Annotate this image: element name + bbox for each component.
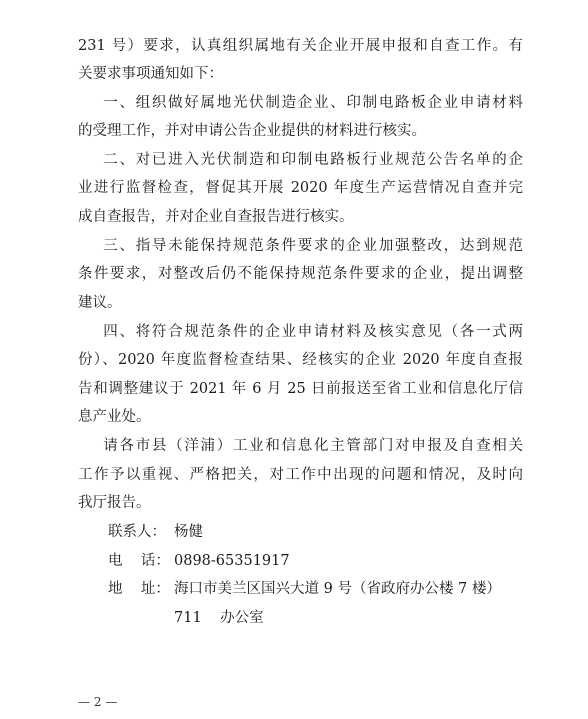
item-4-line-3: 告和调整建议于 2021 年 6 月 25 日前报送至省工业和信息化厅信 — [78, 381, 523, 397]
closing-line-3: 我厅报告。 — [78, 495, 151, 511]
contact-person-value: 杨健 — [174, 524, 203, 540]
item-2-line-2: 业进行监督检查，督促其开展 2020 年度生产运营情况自查并完 — [78, 180, 523, 196]
item-4-line-1: 四、将符合规范条件的企业申请材料及核实意见（各一式两 — [78, 324, 523, 340]
closing-line-2: 工作予以重视、严格把关，对工作中出现的问题和情况，及时向 — [78, 467, 523, 483]
page-number: — 2 — — [78, 695, 118, 709]
item-3-line-2: 条件要求，对整改后仍不能保持规范条件要求的企业，提出调整 — [78, 266, 523, 282]
item-2-line-1: 二、对已进入光伏制造和印制电路板行业规范公告名单的企 — [78, 152, 523, 168]
closing-line-1: 请各市县（洋浦）工业和信息化主管部门对申报及自查相关 — [78, 438, 523, 454]
intro-line-2: 关要求事项通知如下： — [78, 66, 223, 82]
contact-phone-value: 0898-65351917 — [174, 553, 290, 569]
contact-address-line-2: 711 办公室 — [174, 610, 264, 626]
contact-address-line-1: 海口市美兰区国兴大道 9 号（省政府办公楼 7 楼） — [174, 581, 501, 597]
item-3-line-3: 建议。 — [78, 295, 122, 311]
contact-address-label: 地 址： — [108, 581, 170, 597]
item-4-line-2: 份）、2020 年度监督检查结果、经核实的企业 2020 年度自查报 — [78, 352, 523, 368]
item-4-line-4: 息产业处。 — [78, 409, 151, 425]
item-2-line-3: 成自查报告，并对企业自查报告进行核实。 — [78, 209, 354, 225]
contact-phone-label: 电 话： — [108, 553, 170, 569]
contact-person-label: 联系人： — [108, 524, 166, 540]
item-3-line-1: 三、指导未能保持规范条件要求的企业加强整改，达到规范 — [78, 238, 523, 254]
item-1-line-1: 一、组织做好属地光伏制造企业、印制电路板企业申请材料 — [78, 95, 523, 111]
intro-line-1: 231 号）要求，认真组织属地有关企业开展申报和自查工作。有 — [78, 38, 523, 54]
item-1-line-2: 的受理工作，并对申请公告企业提供的材料进行核实。 — [78, 123, 426, 139]
